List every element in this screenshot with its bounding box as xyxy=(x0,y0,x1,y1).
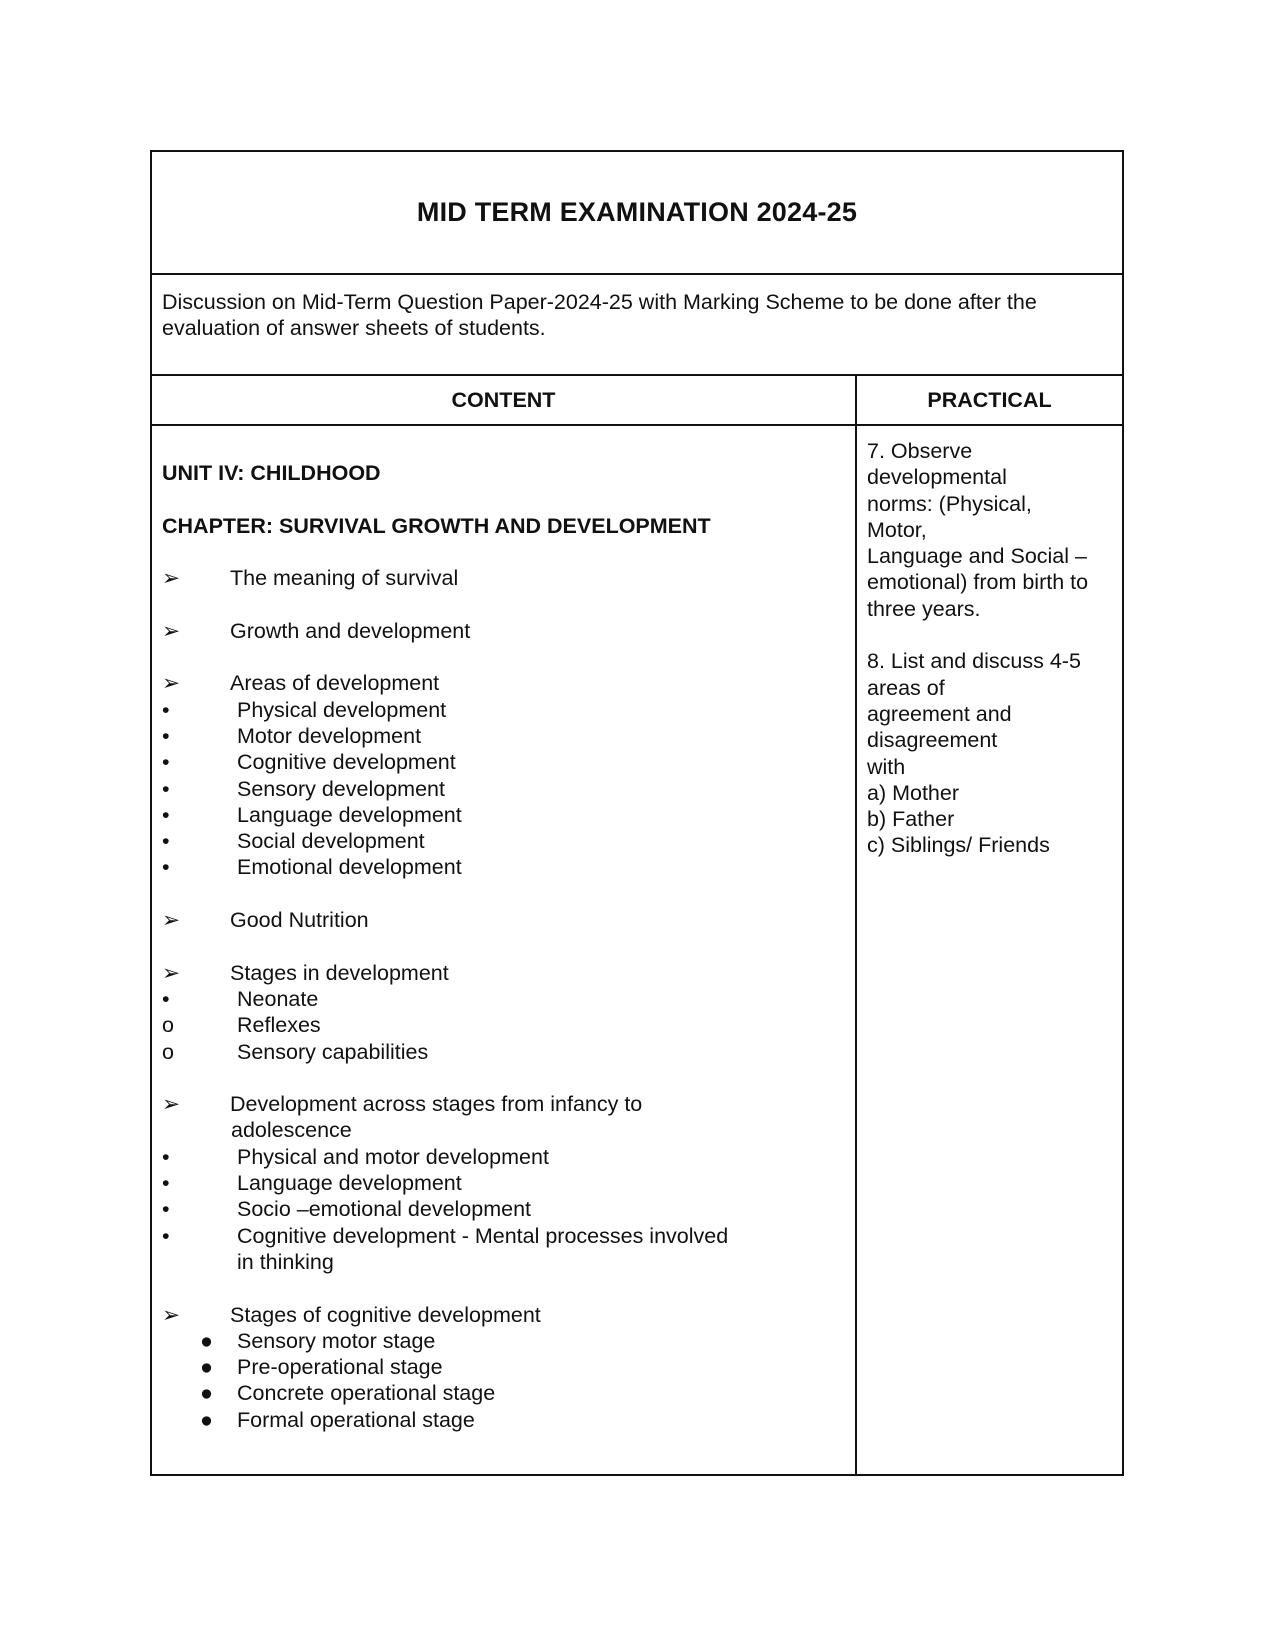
list-item-continuation: adolescence xyxy=(231,1118,352,1143)
list-item: ➢ The meaning of survival xyxy=(162,566,459,591)
note-line: evaluation of answer sheets of students. xyxy=(162,316,546,340)
dot-icon: • xyxy=(162,986,170,1011)
practical-line: areas of xyxy=(867,675,945,700)
sub-item: ● Concrete operational stage xyxy=(162,1380,845,1406)
sub-item: • Cognitive development xyxy=(162,750,456,775)
content-header: CONTENT xyxy=(152,376,857,424)
sub-item-continuation: in thinking xyxy=(237,1249,334,1274)
dot-icon: • xyxy=(162,750,170,775)
circle-icon: o xyxy=(162,1013,174,1038)
circle-icon: o xyxy=(162,1039,174,1064)
dot-icon: • xyxy=(162,1144,170,1169)
list-item: ➢ Growth and development xyxy=(162,618,471,643)
sub-item: • Cognitive development - Mental processes involved xyxy=(162,1223,729,1248)
practical-line: disagreement xyxy=(867,728,998,753)
dot-icon: • xyxy=(162,802,170,827)
practical-cell xyxy=(857,426,1122,1474)
chapter-heading: CHAPTER: SURVIVAL GROWTH AND DEVELOPMENT xyxy=(162,513,711,538)
sub-item: • Emotional development xyxy=(162,855,462,880)
bullet-icon: ● xyxy=(200,1407,213,1432)
dot-icon: • xyxy=(162,1197,170,1222)
dot-icon: • xyxy=(162,1223,170,1248)
practical-line: 7. Observe xyxy=(867,439,973,463)
list-item: ➢ Stages of cognitive development xyxy=(162,1302,541,1327)
sub-item: • Motor development xyxy=(162,723,422,748)
sub-item: ● Pre-operational stage xyxy=(162,1354,845,1380)
content-cell xyxy=(152,426,857,1474)
list-item: ➢ Stages in development xyxy=(162,960,449,985)
bullet-icon: ● xyxy=(200,1381,213,1406)
bullet-icon: ● xyxy=(200,1328,213,1353)
list-item: ➢ Development across stages from infancy to xyxy=(162,1092,643,1117)
practical-line: c) Siblings/ Friends xyxy=(867,833,1050,858)
unit-heading: UNIT IV: CHILDHOOD xyxy=(162,461,381,485)
list-item: ➢ Good Nutrition xyxy=(162,908,369,933)
list-item: ➢ Areas of development xyxy=(162,671,440,696)
sub-item: • Neonate xyxy=(162,986,319,1011)
title-row xyxy=(152,152,1122,275)
practical-line: norms: (Physical, xyxy=(867,491,1032,516)
sub-item: • Physical and motor development xyxy=(162,1144,549,1169)
column-headers xyxy=(152,376,1122,426)
arrow-icon: ➢ xyxy=(162,671,181,696)
dot-icon: • xyxy=(162,855,170,880)
practical-line: Motor, xyxy=(867,517,927,542)
practical-line: Language and Social – xyxy=(867,544,1087,569)
arrow-icon: ➢ xyxy=(162,908,181,933)
practical-line: agreement and xyxy=(867,701,1012,726)
body-row xyxy=(152,426,1122,1474)
practical-gap xyxy=(867,622,1112,648)
practical-line: developmental xyxy=(867,465,1007,490)
arrow-icon: ➢ xyxy=(162,618,181,643)
note-row xyxy=(152,275,1122,376)
sub-item: • Socio –emotional development xyxy=(162,1197,532,1222)
sub-item: • Sensory development xyxy=(162,776,445,801)
sub-item: • Language development xyxy=(162,802,462,827)
practical-line: three years. xyxy=(867,596,981,621)
sub-item: • Social development xyxy=(162,829,425,854)
dot-icon: • xyxy=(162,829,170,854)
sub-item: ● Formal operational stage xyxy=(162,1407,845,1433)
page-title: MID TERM EXAMINATION 2024-25 xyxy=(416,197,858,227)
dot-icon: • xyxy=(162,776,170,801)
arrow-icon: ➢ xyxy=(162,566,181,591)
bullet-icon: ● xyxy=(200,1355,213,1380)
arrow-icon: ➢ xyxy=(162,1092,181,1117)
sub-item: ● Sensory motor stage xyxy=(162,1328,845,1354)
sub-item: • Language development xyxy=(162,1171,462,1196)
note-line: Discussion on Mid-Term Question Paper-2024-25 with Marking Scheme to be done after the xyxy=(162,290,1037,314)
practical-line: 8. List and discuss 4-5 xyxy=(867,649,1081,674)
dot-icon: • xyxy=(162,697,170,722)
practical-line: emotional) from birth to xyxy=(867,570,1089,595)
arrow-icon: ➢ xyxy=(162,960,181,985)
syllabus-table xyxy=(150,150,1124,1476)
dot-icon: • xyxy=(162,1171,170,1196)
practical-header: PRACTICAL xyxy=(927,387,1052,412)
arrow-icon: ➢ xyxy=(162,1302,181,1327)
practical-line: a) Mother xyxy=(867,780,960,805)
sub-item: • Physical development xyxy=(162,697,447,722)
sub-item: o Sensory capabilities xyxy=(162,1039,429,1064)
practical-line: with xyxy=(867,754,906,779)
sub-item: o Reflexes xyxy=(162,1013,321,1038)
dot-icon: • xyxy=(162,723,170,748)
practical-line: b) Father xyxy=(867,807,955,832)
